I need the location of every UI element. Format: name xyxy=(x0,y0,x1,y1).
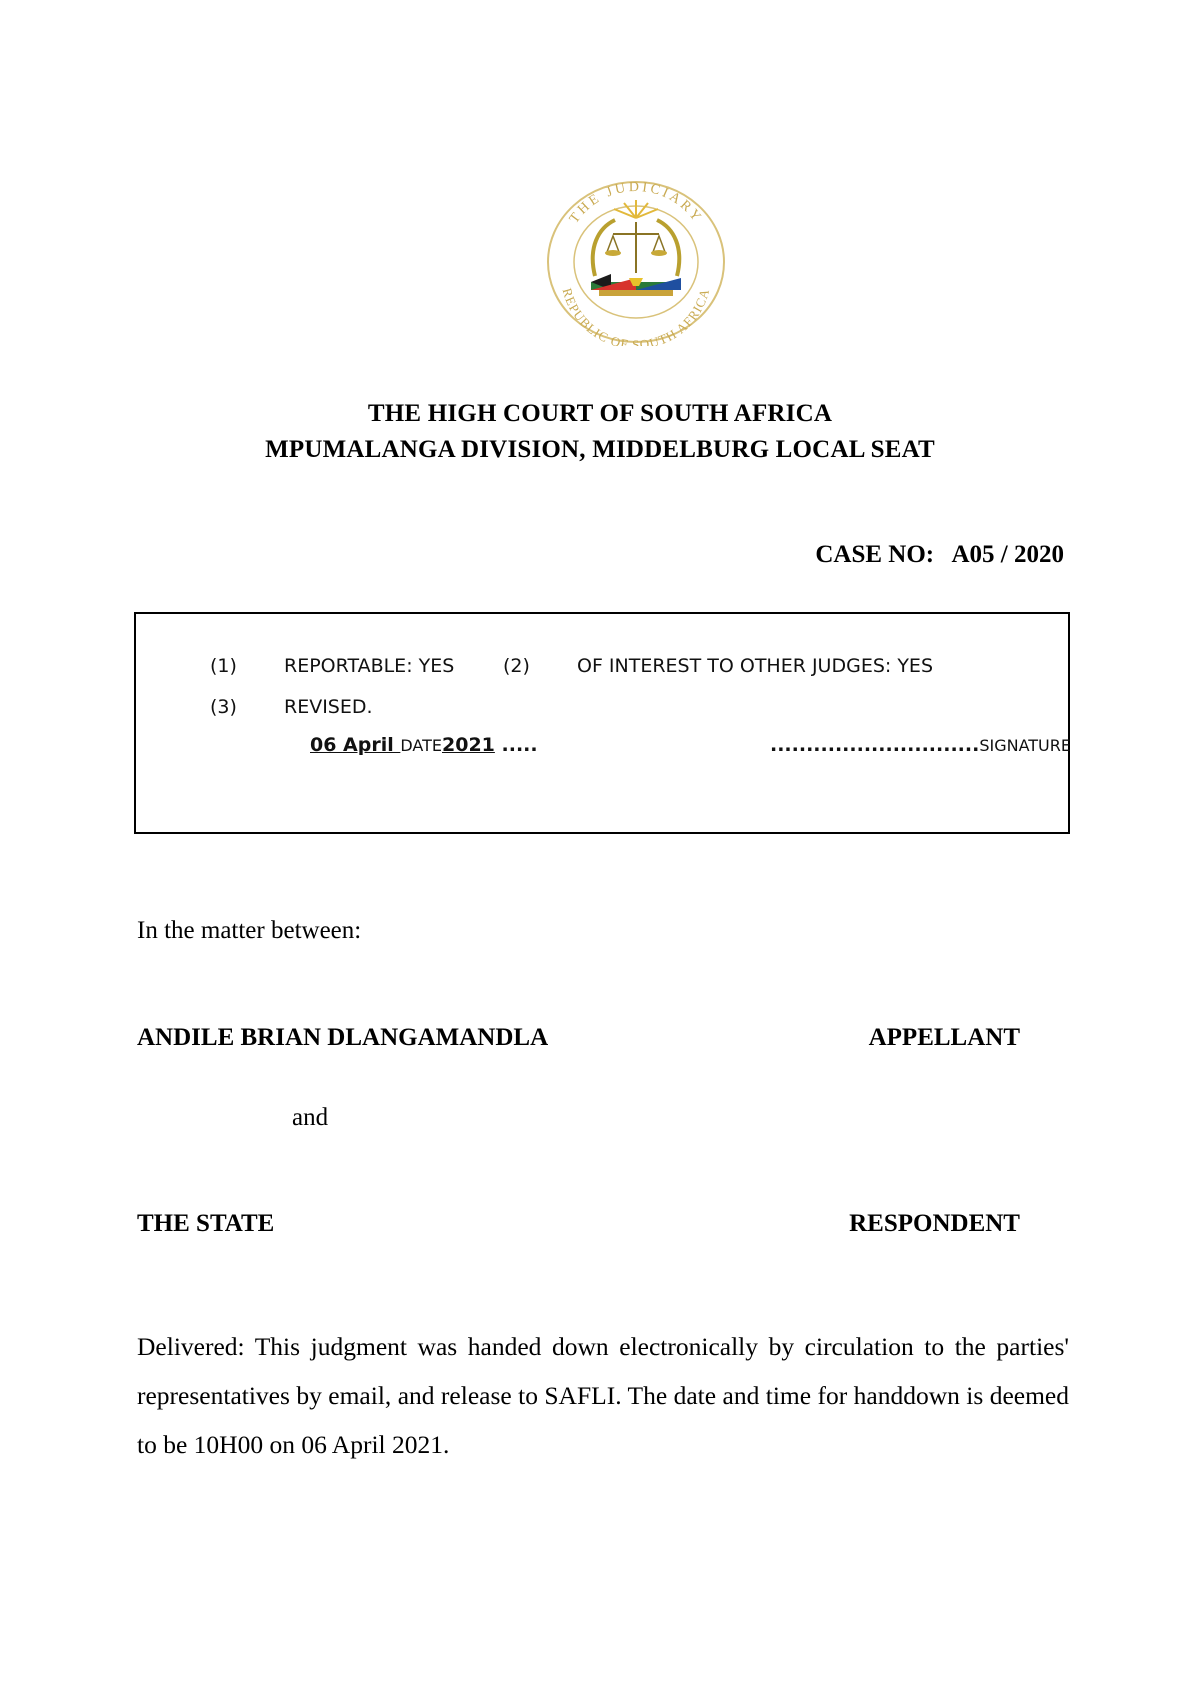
and-text: and xyxy=(292,1104,329,1131)
date-label: DATE xyxy=(400,736,442,755)
reportable-box xyxy=(134,612,1070,834)
respondent-name: THE STATE xyxy=(137,1210,275,1237)
date-line xyxy=(310,734,538,756)
judiciary-seal-icon xyxy=(543,178,729,346)
court-division: MPUMALANGA DIVISION, MIDDELBURG LOCAL SEAT xyxy=(265,436,935,463)
item1-reportable: REPORTABLE: YES xyxy=(284,655,455,677)
judiciary-seal xyxy=(543,178,729,346)
item2-number: (2) xyxy=(503,655,530,677)
date-dots: ..... xyxy=(494,734,538,756)
case-number-label: CASE NO: xyxy=(815,541,935,568)
item1-number: (1) xyxy=(210,655,237,677)
date-day: 06 April xyxy=(310,734,401,756)
court-name: THE HIGH COURT OF SOUTH AFRICA xyxy=(367,400,833,427)
item3-number: (3) xyxy=(210,696,237,718)
item2-interest: OF INTEREST TO OTHER JUDGES: YES xyxy=(577,655,933,677)
appellant-name: ANDILE BRIAN DLANGAMANDLA xyxy=(137,1024,549,1051)
appellant-role: APPELLANT xyxy=(868,1024,1020,1051)
matter-intro: In the matter between: xyxy=(137,917,362,944)
signature-line xyxy=(770,734,1071,756)
delivery-notice: Delivered: This judgment was handed down electronically by circulation to the parties' representatives by email, and release to SAFLI. The date and time for handdown is deemed to be 10H00 on 06 April 2021. xyxy=(137,1332,1069,1459)
signature-dots: ............................. xyxy=(770,734,980,756)
signature-label: SIGNATURE xyxy=(979,736,1071,755)
date-year: 2021 xyxy=(442,734,495,756)
case-number xyxy=(815,541,1064,569)
svg-text:REPUBLIC OF SOUTH AFRICA: REPUBLIC OF SOUTH AFRICA xyxy=(559,286,713,346)
svg-text:THE JUDICIARY: THE JUDICIARY xyxy=(566,179,706,227)
respondent-role: RESPONDENT xyxy=(849,1210,1020,1237)
case-number-value: A05 / 2020 xyxy=(951,541,1064,568)
item3-revised: REVISED. xyxy=(284,696,373,718)
